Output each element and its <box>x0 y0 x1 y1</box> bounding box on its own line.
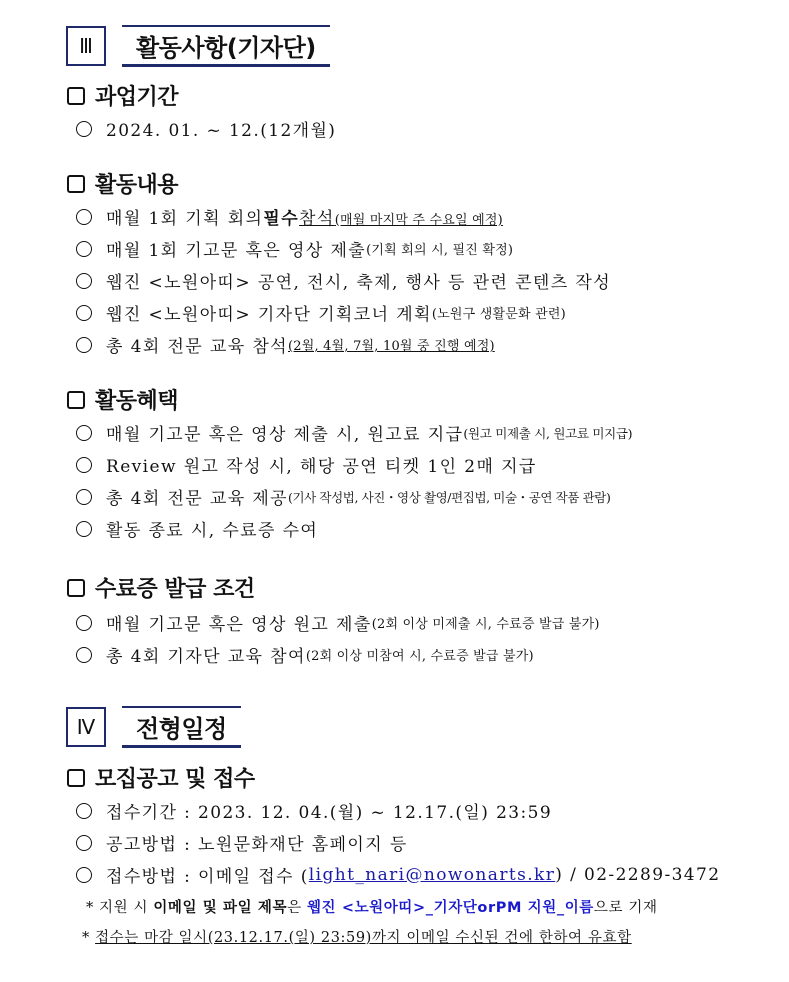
list-item: 총 4회 기자단 교육 참여 (2회 이상 미참여 시, 수료증 발급 불가) <box>76 642 534 667</box>
circle-bullet-icon <box>76 241 92 257</box>
checkbox-square-icon <box>67 175 85 193</box>
section-3-number: Ⅲ <box>66 26 106 66</box>
subsection-recruit <box>67 762 255 793</box>
subsection-benefits <box>67 384 178 415</box>
circle-bullet-icon <box>76 803 92 819</box>
list-item: 웹진 <노원아띠> 기자단 기획코너 계획 (노원구 생활문화 관련) <box>76 300 566 325</box>
list-item: 매월 1회 기획 회의 필수 참석(매월 마지막 주 수요일 예정) <box>76 204 503 229</box>
subsection-title: 모집공고 및 접수 <box>95 767 255 792</box>
checkbox-square-icon <box>67 579 85 597</box>
list-item: Review 원고 작성 시, 해당 공연 티켓 1인 2매 지급 <box>76 452 537 477</box>
checkbox-square-icon <box>67 769 85 787</box>
subsection-title: 활동혜택 <box>95 389 179 414</box>
circle-bullet-icon <box>76 337 92 353</box>
circle-bullet-icon <box>76 521 92 537</box>
circle-bullet-icon <box>76 647 92 663</box>
subsection-title: 활동내용 <box>95 173 179 198</box>
note-line: * 접수는 마감 일시(23.12.17.(일) 23:59)까지 이메일 수신된 건에 한하여 유효함 <box>82 930 632 946</box>
list-item: 매월 기고문 혹은 영상 제출 시, 원고료 지급 (원고 미제출 시, 원고료 미지급) <box>76 420 632 445</box>
circle-bullet-icon <box>76 121 92 137</box>
list-item: 2024. 01. ~ 12.(12개월) <box>76 116 336 141</box>
note-line: * 지원 시 이메일 및 파일 제목은 웹진 <노원아띠>_기자단orPM 지원_이름으로 기재 <box>86 900 658 916</box>
list-item: 활동 종료 시, 수료증 수여 <box>76 516 318 541</box>
section-4-number: Ⅳ <box>66 707 106 747</box>
section-4-header <box>66 706 241 748</box>
section-4-title: 전형일정 <box>122 706 241 748</box>
list-item: 매월 기고문 혹은 영상 원고 제출 (2회 이상 미제출 시, 수료증 발급 불가) <box>76 610 600 635</box>
list-item: 접수방법 : 이메일 접수 ( light_nari@nowonarts.kr ) / 02-2289-3472 <box>76 862 720 887</box>
circle-bullet-icon <box>76 305 92 321</box>
circle-bullet-icon <box>76 425 92 441</box>
list-item: 웹진 <노원아띠> 공연, 전시, 축제, 행사 등 관련 콘텐츠 작성 <box>76 268 611 293</box>
subsection-title: 수료증 발급 조건 <box>95 577 255 602</box>
subsection-period <box>67 80 178 111</box>
subsection-content <box>67 168 178 199</box>
circle-bullet-icon <box>76 835 92 851</box>
subsection-title: 과업기간 <box>95 85 179 110</box>
list-item: 총 4회 전문 교육 참석 (2월, 4월, 7월, 10월 중 진행 예정) <box>76 332 495 357</box>
circle-bullet-icon <box>76 615 92 631</box>
section-3-header <box>66 25 330 67</box>
checkbox-square-icon <box>67 391 85 409</box>
circle-bullet-icon <box>76 209 92 225</box>
circle-bullet-icon <box>76 273 92 289</box>
email-link[interactable]: light_nari@nowonarts.kr <box>308 864 556 885</box>
list-item: 접수기간 : 2023. 12. 04.(월) ~ 12.17.(일) 23:59 <box>76 798 552 823</box>
list-item: 공고방법 : 노원문화재단 홈페이지 등 <box>76 830 408 855</box>
checkbox-square-icon <box>67 87 85 105</box>
circle-bullet-icon <box>76 457 92 473</box>
list-item: 총 4회 전문 교육 제공 (기사 작성법, 사진・영상 촬영/편집법, 미술・공연 작품 관람) <box>76 484 610 509</box>
circle-bullet-icon <box>76 489 92 505</box>
circle-bullet-icon <box>76 867 92 883</box>
list-item: 매월 1회 기고문 혹은 영상 제출 (기획 회의 시, 필진 확정) <box>76 236 513 261</box>
section-3-title: 활동사항(기자단) <box>122 25 330 67</box>
subsection-certificate <box>67 572 255 603</box>
